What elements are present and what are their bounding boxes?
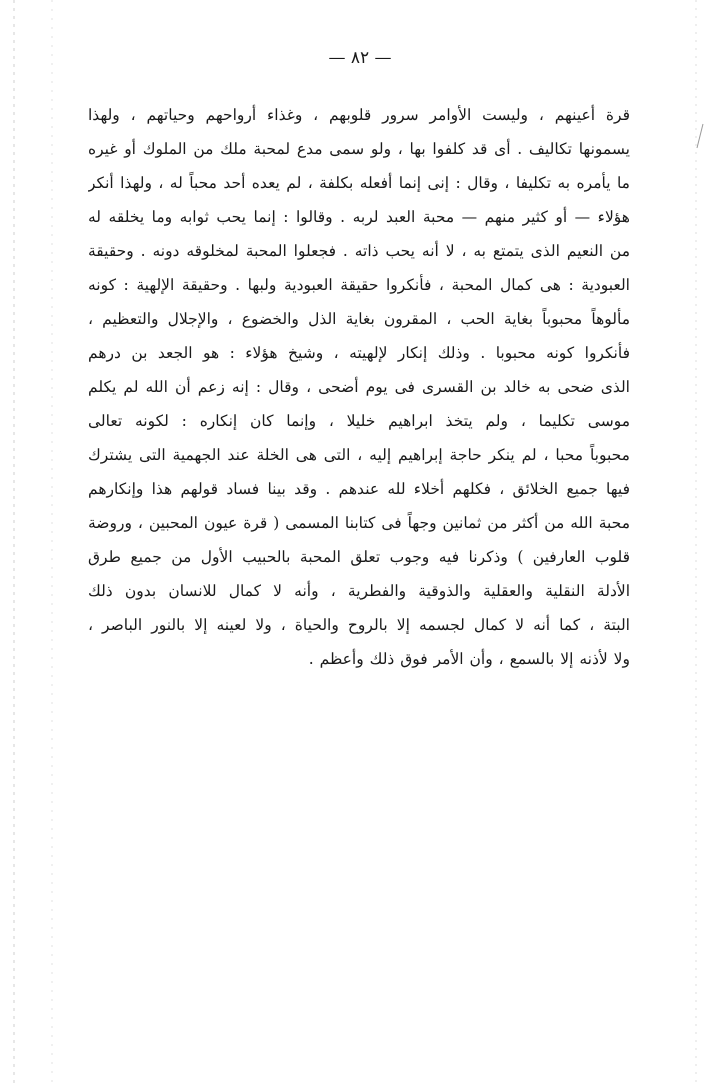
text-line: فأنكروا كونه محبوبا . وذلك إنكار لإلهيته ، وشيخ هؤلاء : هو الجعد بن درهم [88,344,630,362]
text-line: قرة أعينهم ، وليست الأوامر سرور قلوبهم ، وغذاء أرواحهم وحياتهم ، ولهذا [88,106,630,124]
page-number: — ٨٢ — [328,48,392,68]
text-line: البتة ، كما أنه لا كمال لجسمه إلا بالروح والحياة ، ولا لعينه إلا بالنور الباصر ، [88,616,630,634]
text-line: فيها جميع الخلائق ، فكلهم أخلاء لله عندهم . وقد بينا فساد قولهم هذا وإنكارهم [88,480,630,498]
text-line: محبة الله من أكثر من ثمانين وجهاً فى كتابنا المسمى ( قرة عيون المحبين ، وروضة [88,514,630,532]
text-line: موسى تكليما ، ولم يتخذ ابراهيم خليلا ، وإنما كان إنكاره : لكونه تعالى [88,412,630,430]
text-line: قلوب العارفين ) وذكرنا فيه وجوب تعلق المحبة بالحبيب الأول من جميع طرق [88,548,630,566]
text-line: مألوهاً محبوباً بغاية الحب ، المقرون بغاية الذل والخضوع ، والإجلال والتعظيم ، [88,310,630,328]
text-line: ولا لأذنه إلا بالسمع ، وأن الأمر فوق ذلك وأعظم . [308,650,630,668]
text-line: العبودية : هى كمال المحبة ، فأنكروا حقيقة العبودية ولبها . وحقيقة الإلهية : كونه [88,276,630,294]
text-line: الأدلة النقلية والعقلية والذوقية والفطرية ، وأنه لا كمال للانسان بدون ذلك [88,582,630,600]
text-line: يسمونها تكاليف . أى قد كلفوا بها ، ولو سمى مدع لمحبة ملك من الملوك أو غيره [88,140,630,158]
body-text [88,98,630,676]
text-line: محبوباً محبا ، لم ينكر حاجة إبراهيم إليه ، التى هى الخلة عند الجهمية التى يشترك [88,446,630,464]
text-line: من النعيم الذى يتمتع به ، لا أنه يحب ذاته . فجعلوا المحبة لمخلوقه دونه . وحقيقة [88,242,630,260]
text-line: ما يأمره به تكليفا ، وقال : إنى إنما أفعله بكلفة ، لم يعده أحد محباً له ، ولهذا أنكر [88,174,630,192]
text-line: هؤلاء — أو كثير منهم — محبة العبد لربه . وقالوا : إنما يحب ثوابه وما يخلقه له [88,208,630,226]
text-line: الذى ضحى به خالد بن القسرى فى يوم أضحى ، وقال : إنه زعم أن الله لم يكلم [88,378,630,396]
